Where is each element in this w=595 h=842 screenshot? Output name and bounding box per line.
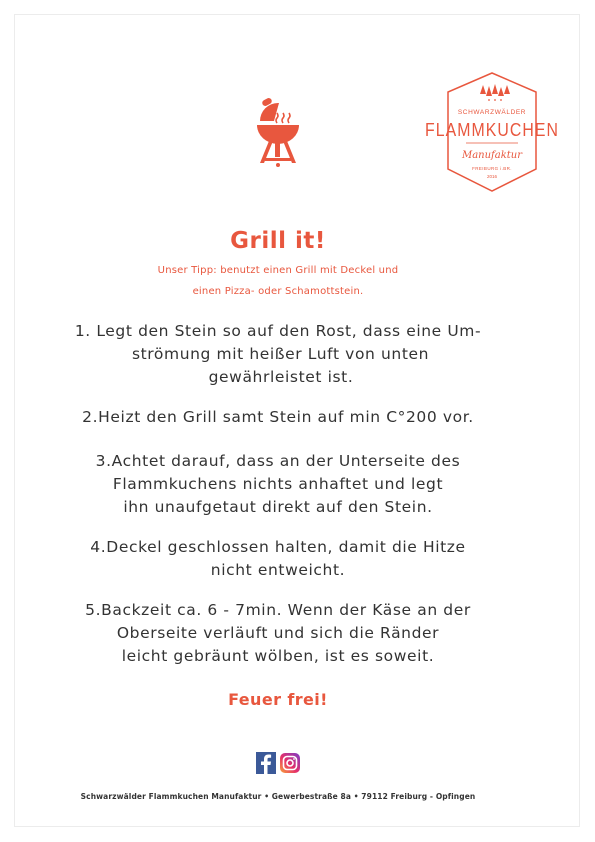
step-2-line-1: 2.Heizt den Grill samt Stein auf min C°200 vor.	[82, 408, 474, 426]
step-1-line-3: gewährleistet ist.	[208, 368, 354, 386]
step-2	[0, 406, 556, 429]
step-1-line-2: strömung mit heißer Luft von unten	[131, 345, 430, 363]
step-4-line-2: nicht entweicht.	[210, 561, 346, 579]
logo-script: Manufaktur	[461, 150, 523, 161]
logo-name: FLAMMKUCHEN	[425, 120, 559, 140]
page-title: Grill it!	[230, 228, 326, 254]
step-4	[0, 536, 556, 582]
step-4-line-1: 4.Deckel geschlossen halten, damit die Hitze	[90, 538, 466, 556]
step-1	[0, 320, 556, 389]
step-1-line-1: 1. Legt den Stein so auf den Rost, dass eine Um-	[74, 322, 482, 340]
step-3	[0, 450, 556, 519]
facebook-icon[interactable]	[256, 752, 276, 774]
instagram-icon[interactable]	[280, 752, 300, 774]
closing-text: Feuer frei!	[228, 690, 328, 709]
grill-icon	[252, 95, 304, 167]
logo-top-text: SCHWARZWÄLDER	[457, 109, 527, 116]
brand-logo	[420, 70, 570, 198]
step-3-line-1: 3.Achtet darauf, dass an der Unterseite des	[95, 452, 461, 470]
logo-location: FREIBURG i.BR.	[472, 166, 512, 171]
step-3-line-2: Flammkuchens nichts anhaftet und legt	[112, 475, 444, 493]
tip-line-2: einen Pizza- oder Schamottstein.	[192, 286, 364, 297]
step-5	[0, 599, 556, 668]
tip-line-1: Unser Tipp: benutzt einen Grill mit Deckel und	[157, 265, 399, 276]
logo-year: 2016	[486, 174, 498, 179]
step-3-line-3: ihn unaufgetaut direkt auf den Stein.	[123, 498, 433, 516]
step-5-line-2: Oberseite verläuft und sich die Ränder	[116, 624, 440, 642]
step-5-line-3: leicht gebräunt wölben, ist es soweit.	[121, 647, 435, 665]
step-5-line-1: 5.Backzeit ca. 6 - 7min. Wenn der Käse an der	[85, 601, 471, 619]
footer-address: Schwarzwälder Flammkuchen Manufaktur • Gewerbestraße 8a • 79112 Freiburg - Opfingen	[80, 792, 476, 801]
